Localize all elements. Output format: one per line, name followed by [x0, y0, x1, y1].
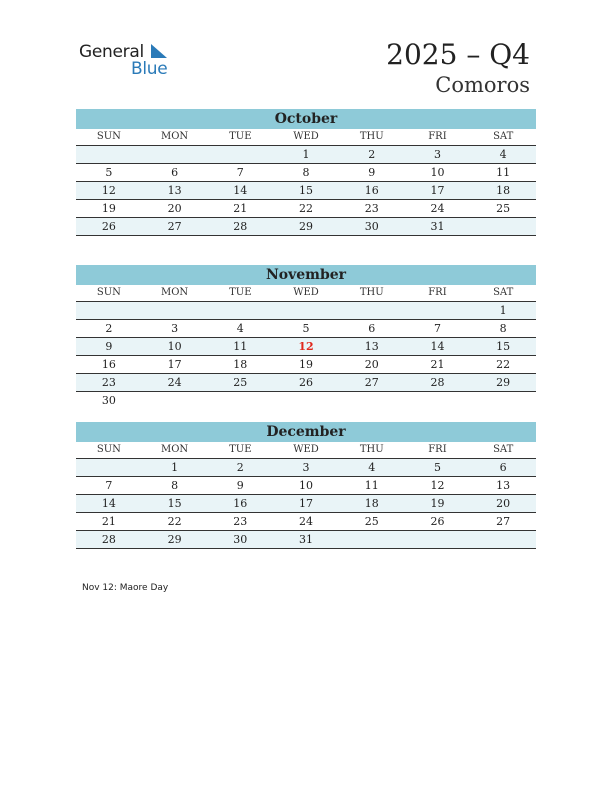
day-cell: 16 [233, 497, 248, 510]
day-cell: 22 [496, 358, 511, 371]
day-cell: 8 [302, 166, 310, 179]
week-row [76, 459, 536, 477]
day-cell: 29 [299, 220, 314, 233]
day-cell: 10 [299, 479, 314, 492]
day-cell: 10 [167, 340, 182, 353]
day-cell [339, 531, 405, 548]
day-cell: 8 [499, 322, 507, 335]
day-cell: 28 [101, 533, 116, 546]
day-cell: 4 [368, 461, 376, 474]
day-cell: 17 [299, 497, 314, 510]
month-header: November [76, 265, 536, 285]
weekday-label: WED [293, 287, 319, 298]
day-cell [405, 392, 471, 409]
month-october [76, 109, 536, 236]
day-cell: 11 [233, 340, 248, 353]
weekday-label: TUE [229, 287, 252, 298]
day-cell [405, 302, 471, 319]
day-cell: 13 [167, 184, 182, 197]
weekday-label: SUN [96, 131, 121, 142]
day-cell: 5 [433, 461, 441, 474]
day-cell: 13 [496, 479, 511, 492]
day-cell: 6 [499, 461, 507, 474]
week-row [76, 302, 536, 320]
week-row [76, 356, 536, 374]
day-cell: 31 [299, 533, 314, 546]
weekday-label: SUN [96, 444, 121, 455]
day-cell: 2 [105, 322, 113, 335]
weekday-label: MON [160, 131, 189, 142]
day-cell [207, 146, 273, 163]
day-cell: 1 [171, 461, 179, 474]
day-cell: 14 [430, 340, 445, 353]
country-name: Comoros [435, 73, 530, 97]
day-cell: 26 [101, 220, 116, 233]
month-december [76, 422, 536, 549]
month-header: October [76, 109, 536, 129]
day-cell: 8 [171, 479, 179, 492]
day-cell: 9 [105, 340, 113, 353]
day-cell: 30 [101, 394, 116, 407]
holiday-note: Nov 12: Maore Day [82, 583, 169, 593]
day-cell: 26 [430, 515, 445, 528]
day-cell: 21 [101, 515, 116, 528]
day-cell: 5 [105, 166, 113, 179]
day-cell: 20 [496, 497, 511, 510]
day-cell: 23 [101, 376, 116, 389]
weekday-label: FRI [428, 131, 447, 142]
week-row [76, 320, 536, 338]
day-cell: 19 [299, 358, 314, 371]
day-cell: 29 [496, 376, 511, 389]
week-row [76, 392, 536, 409]
day-cell: 7 [433, 322, 441, 335]
day-cell [273, 302, 339, 319]
weekday-label: MON [160, 287, 189, 298]
day-cell: 29 [167, 533, 182, 546]
day-cell: 3 [171, 322, 179, 335]
weekday-label: THU [359, 444, 384, 455]
day-cell: 10 [430, 166, 445, 179]
day-cell: 28 [430, 376, 445, 389]
day-cell [405, 531, 471, 548]
day-cell [142, 302, 208, 319]
page-title: 2025 – Q4 [386, 38, 530, 71]
day-cell [470, 392, 536, 409]
day-cell: 19 [430, 497, 445, 510]
week-row [76, 218, 536, 236]
weekday-label: WED [293, 131, 319, 142]
day-cell: 6 [368, 322, 376, 335]
weekday-label: THU [359, 131, 384, 142]
week-row [76, 164, 536, 182]
day-cell: 25 [496, 202, 511, 215]
day-cell: 5 [302, 322, 310, 335]
day-cell: 23 [364, 202, 379, 215]
day-cell: 17 [430, 184, 445, 197]
day-cell: 30 [364, 220, 379, 233]
logo-blue-text: Blue [131, 59, 168, 79]
day-cell: 9 [368, 166, 376, 179]
day-cell: 4 [236, 322, 244, 335]
day-cell: 23 [233, 515, 248, 528]
day-cell: 11 [364, 479, 379, 492]
day-cell: 22 [299, 202, 314, 215]
day-cell: 25 [364, 515, 379, 528]
weekday-row [76, 442, 536, 459]
day-cell: 22 [167, 515, 182, 528]
logo-general-text: General [79, 42, 144, 62]
day-cell: 13 [364, 340, 379, 353]
day-cell: 14 [233, 184, 248, 197]
week-row [76, 495, 536, 513]
generalblue-logo [79, 40, 179, 80]
weekday-label: SAT [493, 131, 514, 142]
logo-triangle-icon [149, 44, 169, 60]
day-cell [76, 302, 142, 319]
day-cell: 1 [499, 304, 507, 317]
day-cell: 3 [433, 148, 441, 161]
day-cell [76, 459, 142, 476]
day-cell: 21 [233, 202, 248, 215]
day-cell: 12 [101, 184, 116, 197]
weekday-label: SAT [493, 444, 514, 455]
day-cell [470, 531, 536, 548]
day-cell: 6 [171, 166, 179, 179]
weekday-label: THU [359, 287, 384, 298]
day-cell [142, 146, 208, 163]
day-cell [207, 302, 273, 319]
day-cell [207, 392, 273, 409]
week-row [76, 477, 536, 495]
day-cell: 15 [167, 497, 182, 510]
day-cell: 18 [364, 497, 379, 510]
day-cell: 31 [430, 220, 445, 233]
day-cell: 12 [430, 479, 445, 492]
day-cell [339, 392, 405, 409]
day-cell: 16 [101, 358, 116, 371]
day-cell [273, 392, 339, 409]
weekday-label: FRI [428, 444, 447, 455]
month-november [76, 265, 536, 409]
weekday-label: TUE [229, 444, 252, 455]
day-cell: 16 [364, 184, 379, 197]
holiday-day-cell: 12 [298, 340, 314, 353]
week-row [76, 182, 536, 200]
weekday-label: SUN [96, 287, 121, 298]
weekday-label: TUE [229, 131, 252, 142]
day-cell: 1 [302, 148, 310, 161]
month-header: December [76, 422, 536, 442]
day-cell: 2 [368, 148, 376, 161]
weekday-row [76, 129, 536, 146]
weekday-row [76, 285, 536, 302]
day-cell: 7 [105, 479, 113, 492]
day-cell: 4 [499, 148, 507, 161]
day-cell: 15 [496, 340, 511, 353]
week-row [76, 513, 536, 531]
day-cell: 14 [101, 497, 116, 510]
weekday-label: FRI [428, 287, 447, 298]
day-cell: 24 [299, 515, 314, 528]
day-cell: 30 [233, 533, 248, 546]
weekday-label: MON [160, 444, 189, 455]
day-cell: 28 [233, 220, 248, 233]
day-cell: 15 [299, 184, 314, 197]
week-row [76, 146, 536, 164]
day-cell [470, 218, 536, 235]
day-cell: 24 [430, 202, 445, 215]
day-cell: 20 [364, 358, 379, 371]
day-cell: 27 [167, 220, 182, 233]
day-cell: 17 [167, 358, 182, 371]
day-cell: 7 [236, 166, 244, 179]
day-cell [142, 392, 208, 409]
day-cell: 2 [236, 461, 244, 474]
day-cell: 18 [496, 184, 511, 197]
day-cell: 19 [101, 202, 116, 215]
day-cell [339, 302, 405, 319]
weekday-label: WED [293, 444, 319, 455]
day-cell: 18 [233, 358, 248, 371]
day-cell: 25 [233, 376, 248, 389]
day-cell: 11 [496, 166, 511, 179]
day-cell: 9 [236, 479, 244, 492]
week-row [76, 531, 536, 549]
day-cell: 27 [496, 515, 511, 528]
day-cell: 21 [430, 358, 445, 371]
day-cell: 26 [299, 376, 314, 389]
week-row [76, 374, 536, 392]
week-row [76, 338, 536, 356]
week-row [76, 200, 536, 218]
day-cell: 3 [302, 461, 310, 474]
day-cell [76, 146, 142, 163]
day-cell: 27 [364, 376, 379, 389]
day-cell: 20 [167, 202, 182, 215]
weekday-label: SAT [493, 287, 514, 298]
day-cell: 24 [167, 376, 182, 389]
